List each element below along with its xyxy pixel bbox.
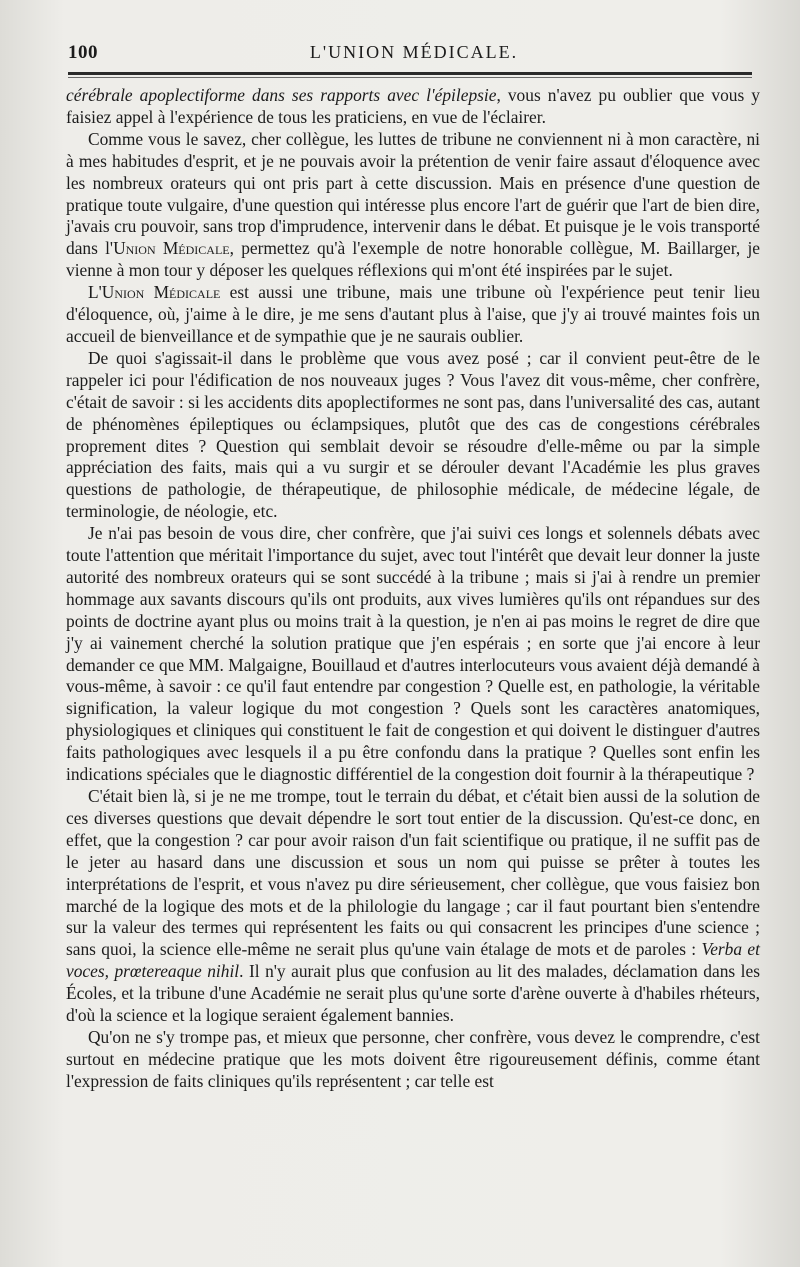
- text-segment: Je n'ai pas besoin de vous dire, cher confrère, que j'ai suivi ces longs et solennels débats avec toute l'attention que méritait l'importance du sujet, avec tout l'intérêt que devait leur donner la juste autorité des nombreux orateurs qui se sont succédé à la tribune ; mais si j'ai à rendre un premier hommage aux savants discours qu'ils ont produits, aux vives lumières qu'ils ont répandues sur des points de doctrine ayant plus ou moins trait à la question, je n'en ai pas moins le regret de dire que j'y ai vainement cherché la solution pratique que j'en espérais ; en sorte que j'ai encore à leur demander ce que MM. Malgaigne, Bouillaud et d'autres interlocuteurs vous avaient déjà demandé à vous-même, à savoir : ce qu'il faut entendre par congestion ? Quelle est, en pathologie, la véritable signification, la valeur logique du mot congestion ? Quels sont les caractères anatomiques, physiologiques et cliniques qui constituent le fait de congestion et qui doivent le distinguer d'autres faits pathologiques avec lesquels il a pu être confondu dans la pratique ? Quelles sont enfin les indications spéciales que le diagnostic différentiel de la congestion doit fournir à la thérapeutique ?: [66, 523, 760, 785]
- running-head: L'UNION MÉDICALE.: [309, 42, 519, 62]
- header-rule: [68, 72, 752, 75]
- body-text: [66, 85, 760, 1093]
- header-rule-thin: [68, 77, 752, 78]
- text-segment: L'Union Médicale: [88, 282, 221, 303]
- text-segment: Verba et voces, prœtereaque nihil: [66, 939, 760, 982]
- paragraph-6: [66, 786, 760, 1027]
- page-header: [68, 38, 760, 68]
- page-number: 100: [68, 42, 98, 63]
- text-segment: Comme vous le savez, cher collègue, les luttes de tribune ne conviennent ni à mon caractère, ni à mes habitudes d'esprit, et je ne pouvais avoir la prétention de venir faire assaut d'éloquence avec les nombreux orateurs qui ont pris part à cette discussion. Mais en présence d'une question de pratique toute vulgaire, d'une question qui intéresse plus encore l'art de guérir que l'art de bien dire, j'avais cru pouvoir, sans trop d'imprudence, intervenir dans le débat. Et puisque je le vois transporté dans l': [66, 128, 760, 259]
- text-segment: est aussi une tribune, mais une tribune où l'expérience peut tenir lieu d'éloquence, où, j'aime à le dire, je me sens d'autant plus à l'aise, que j'y ai trouvé maintes fois un accueil de bienveillance et de sympathie que je ne saurais oublier.: [66, 282, 760, 346]
- text-segment: , vous n'avez pu oublier que vous y faisiez appel à l'expérience de tous les praticiens, en vue de l'éclairer.: [66, 85, 761, 127]
- paragraph-7: [66, 1027, 760, 1093]
- text-segment: , permettez qu'à l'exemple de notre honorable collègue, M. Baillarger, je vienne à mon tour y déposer les quelques réflexions qui m'ont été inspirées par le sujet.: [66, 238, 760, 281]
- paragraph-3: [66, 282, 760, 348]
- text-segment: Qu'on ne s'y trompe pas, et mieux que personne, cher confrère, vous devez le comprendre, c'est surtout en médecine pratique que les mots doivent être rigoureusement définis, comme étant l'expression de faits cliniques qu'ils représentent ; car telle est: [66, 1026, 760, 1091]
- paragraph-5: [66, 523, 760, 786]
- text-segment: Union Médicale: [113, 238, 230, 259]
- text-segment: cérébrale apoplectiforme dans ses rapports avec l'épilepsie: [66, 85, 497, 105]
- text-segment: C'était bien là, si je ne me trompe, tout le terrain du débat, et c'était bien aussi de la solution de ces diverses questions que devait dépendre le sort tout entier de la discussion. Qu'est-ce donc, en effet, que la congestion ? car pour avoir raison d'un fait scientifique ou pratique, il ne suffit pas de le jeter au hasard dans une discussion et sous un nom qui puisse se prêter à toutes les interprétations de l'esprit, et vous n'avez pu dire sérieusement, cher collègue, que vous faisiez bon marché de la logique des mots et de la philologie du langage ; car il faut pourtant bien s'entendre sur la valeur des termes qui représentent les faits ou qui consacrent les principes d'une science ; sans quoi, la science elle-même ne serait plus qu'une vain étalage de mots et de paroles :: [66, 786, 760, 960]
- paragraph-1: [66, 85, 760, 129]
- paragraph-2: [66, 129, 760, 282]
- text-segment: De quoi s'agissait-il dans le problème que vous avez posé ; car il convient peut-être de le rappeler ici pour l'édification de nos nouveaux juges ? Vous l'avez dit vous-même, cher confrère, c'était de savoir : si les accidents dits apoplectiformes ne sont pas, dans l'universalité des cas, autant de phénomènes épileptiques ou éclampsiques, plutôt que des cas de congestions cérébrales proprement dites ? Question qui semblait devoir se résoudre d'elle-même ou par la simple appréciation des faits, mais qui a vu surgir et se dérouler devant l'Académie les plus graves questions de pathologie, de thérapeutique, de philosophie médicale, de médecine légale, de terminologie, de néologie, etc.: [66, 347, 760, 522]
- paragraph-4: [66, 348, 760, 523]
- text-segment: . Il n'y aurait plus que confusion au lit des malades, déclamation dans les Écoles, et la tribune d'une Académie ne serait plus qu'une sorte d'arène ouverte à d'habiles rhéteurs, d'où la science et la logique seraient également bannies.: [66, 961, 760, 1026]
